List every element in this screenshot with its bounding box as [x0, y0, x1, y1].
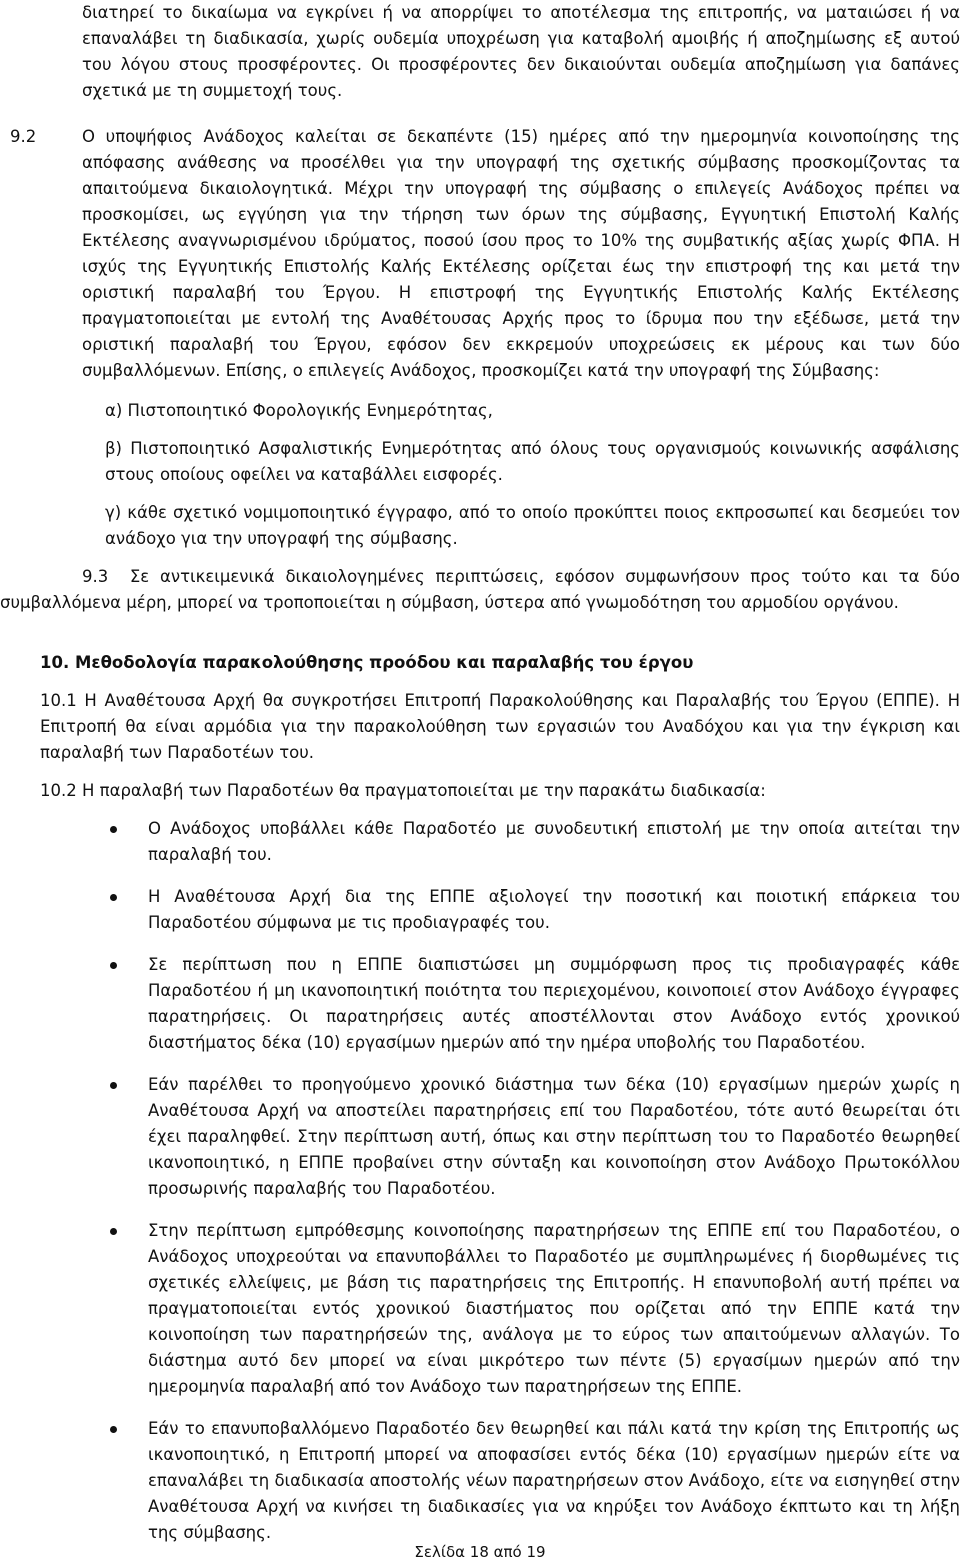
section-9-3: [0, 564, 960, 616]
continuation-paragraph: διατηρεί το δικαίωμα να εγκρίνει ή να απορρίψει το αποτέλεσμα της επιτροπής, να ματαιώσει ή να επαναλάβει τη διαδικασία, χωρίς ουδεμία υποχρέωση για καταβολή αμοιβής ή αποζημίωσης εξ αυτού του λόγου στους προσφέροντες. Οι προσφέροντες δεν δικαιούνται ουδεμία αποζημίωση για δαπάνες σχετικά με τη συμμετοχή τους.: [82, 3, 960, 100]
requirement-item-c: γ) κάθε σχετικό νομιμοποιητικό έγγραφο, από το οποίο προκύπτει ποιος εκπροσωπεί και δεσμεύει τον ανάδοχο για την υπογραφή της σύμβασης.: [105, 503, 960, 548]
section-9-3-text: [0, 564, 960, 616]
section-number: 9.2: [10, 127, 37, 146]
bullet-icon: [0, 952, 148, 1056]
section-10-heading: 10. Μεθοδολογία παρακολούθησης προόδου και παραλαβής του έργου: [40, 653, 694, 672]
list-item: Στην περίπτωση εμπρόθεσμης κοινοποίησης παρατηρήσεων της ΕΠΠΕ επί του Παραδοτέου, ο Ανάδοχος υποχρεούται να επανυποβάλλει το Παραδοτέο με συμπληρωμένες ή διορθωμένες τις σχετικές ελλείψεις, με βάση τις παρατηρήσεις της Επιτροπής. Η επανυποβολή αυτή πρέπει να πραγματοποιείται εντός χρονικού διαστήματος που ορίζεται από την ΕΠΠΕ κατά την κοινοποίηση των παρατηρήσεών της, ανάλογα με το εύρος των απαιτούμενων αλλαγών. Το διάστημα αυτό δεν μπορεί να είναι μικρότερο των πέντε (5) εργασίμων ημερών από την ημερομηνία παραλαβή από τον Ανάδοχο των παρατηρήσεων της ΕΠΠΕ.: [0, 1218, 960, 1400]
list-item: Εάν παρέλθει το προηγούμενο χρονικό διάστημα των δέκα (10) εργασίμων ημερών χωρίς η Αναθέτουσα Αρχή να αποστείλει παρατηρήσεις επί του Παραδοτέου, τότε αυτό θεωρείται ότι έχει παραληφθεί. Στην περίπτωση αυτή, όπως και στην περίπτωση του το Παραδοτέο θεωρηθεί ικανοποιητικό, η ΕΠΠΕ προβαίνει στην σύνταξη και κοινοποίηση στον Ανάδοχο Πρωτοκόλλου προσωρινής παραλαβής του Παραδοτέου.: [0, 1072, 960, 1202]
list-item: Σε περίπτωση που η ΕΠΠΕ διαπιστώσει μη συμμόρφωση προς τις προδιαγραφές κάθε Παραδοτέου ή μη ικανοποιητική ποιότητα του περιεχομένου, κοινοποιεί στον Ανάδοχο έγγραφες παρατηρήσεις. Οι παρατηρήσεις αυτές αποστέλλονται στον Ανάδοχο εντός χρονικού διαστήματος δέκα (10) εργασίμων ημερών από την ημέρα υποβολής του Παραδοτέου.: [0, 952, 960, 1056]
section-9-2: [0, 124, 960, 384]
section-text: Σε αντικειμενικά δικαιολογημένες περιπτώσεις, εφόσον συμφωνήσουν προς τούτο και τα δύο συμβαλλόμενα μέρη, μπορεί να τροποποιείται η σύμβαση, ύστερα από γνωμοδότηση του αρμοδίου οργάνου.: [0, 567, 960, 612]
bullet-icon: [0, 1072, 148, 1202]
page-footer: Σελίδα 18 από 19: [414, 1543, 546, 1561]
list-item: Ο Ανάδοχος υποβάλλει κάθε Παραδοτέο με συνοδευτική επιστολή με την οποία αιτείται την παραλαβή του.: [0, 816, 960, 868]
requirement-item-a: α) Πιστοποιητικό Φορολογικής Ενημερότητας,: [105, 401, 493, 420]
paragraph-10-2: 10.2 Η παραλαβή των Παραδοτέων θα πραγματοποιείται με την παρακάτω διαδικασία:: [40, 781, 766, 800]
requirement-item-b: β) Πιστοποιητικό Ασφαλιστικής Ενημερότητας από όλους τους οργανισμούς κοινωνικής ασφάλισης στους οποίους οφείλει να καταβάλλει εισφορές.: [105, 439, 960, 484]
bullet-icon: [0, 1218, 148, 1400]
section-number: 9.3: [82, 567, 109, 586]
list-item: Εάν το επανυποβαλλόμενο Παραδοτέο δεν θεωρηθεί και πάλι κατά την κρίση της Επιτροπής ως ικανοποιητικό, η Επιτροπή μπορεί να αποφασίσει εντός δέκα (10) εργασίμων ημερών είτε να επαναλάβει τη διαδικασία αποστολής νέων παρατηρήσεων στον Ανάδοχο, είτε να εισηγηθεί στην Αναθέτουσα Αρχή να κινήσει τη διαδικασίες για να κηρύξει τον Ανάδοχο έκπτωτο και τη λήξη της σύμβασης.: [0, 1416, 960, 1546]
section-text: Ο υποψήφιος Ανάδοχος καλείται σε δεκαπέντε (15) ημέρες από την ημερομηνία κοινοποίησης της απόφασης ανάθεσης να προσέλθει για την υπογραφή της σχετικής σύμβασης προσκομίζοντας τα απαιτούμενα δικαιολογητικά. Μέχρι την υπογραφή της σύμβασης ο επιλεγείς Ανάδοχος πρέπει να προσκομίσει, ως εγγύηση για την τήρηση των όρων της σύμβασης, Εγγυητική Επιστολή Καλής Εκτέλεσης αναγνωρισμένου ιδρύματος, ποσού ίσου προς το 10% της συμβατικής αξίας χωρίς ΦΠΑ. Η ισχύς της Εγγυητικής Επιστολής Καλής Εκτέλεσης ορίζεται έως την επιστροφή της και μετά την οριστική παραλαβή του Έργου. Η επιστροφή της Εγγυητικής Επιστολής Καλής Εκτέλεσης πραγματοποιείται με εντολή της Αναθέτουσας Αρχής προς το ίδρυμα που την εξέδωσε, μετά την οριστική παραλαβή του Έργου, εφόσον δεν εκκρεμούν υποχρεώσεις εκ μέρους και των δύο συμβαλλόμενων. Επίσης, ο επιλεγείς Ανάδοχος, προσκομίζει κατά την υπογραφή της Σύμβασης:: [82, 127, 960, 380]
paragraph-10-1: 10.1 Η Αναθέτουσα Αρχή θα συγκροτήσει Επιτροπή Παρακολούθησης και Παραλαβής του Έργου (ΕΠΠΕ). Η Επιτροπή θα είναι αρμόδια για την παρακολούθηση των εργασιών του Αναδόχου και για την έγκριση και παραλαβή των Παραδοτέων του.: [40, 691, 960, 762]
bullet-icon: [0, 816, 148, 868]
list-item: Η Αναθέτουσα Αρχή δια της ΕΠΠΕ αξιολογεί την ποσοτική και ποιοτική επάρκεια του Παραδοτέου σύμφωνα με τις προδιαγραφές του.: [0, 884, 960, 936]
bullet-icon: [0, 884, 148, 936]
bullet-icon: [0, 1416, 148, 1546]
procedure-bullet-list: [0, 816, 960, 1546]
